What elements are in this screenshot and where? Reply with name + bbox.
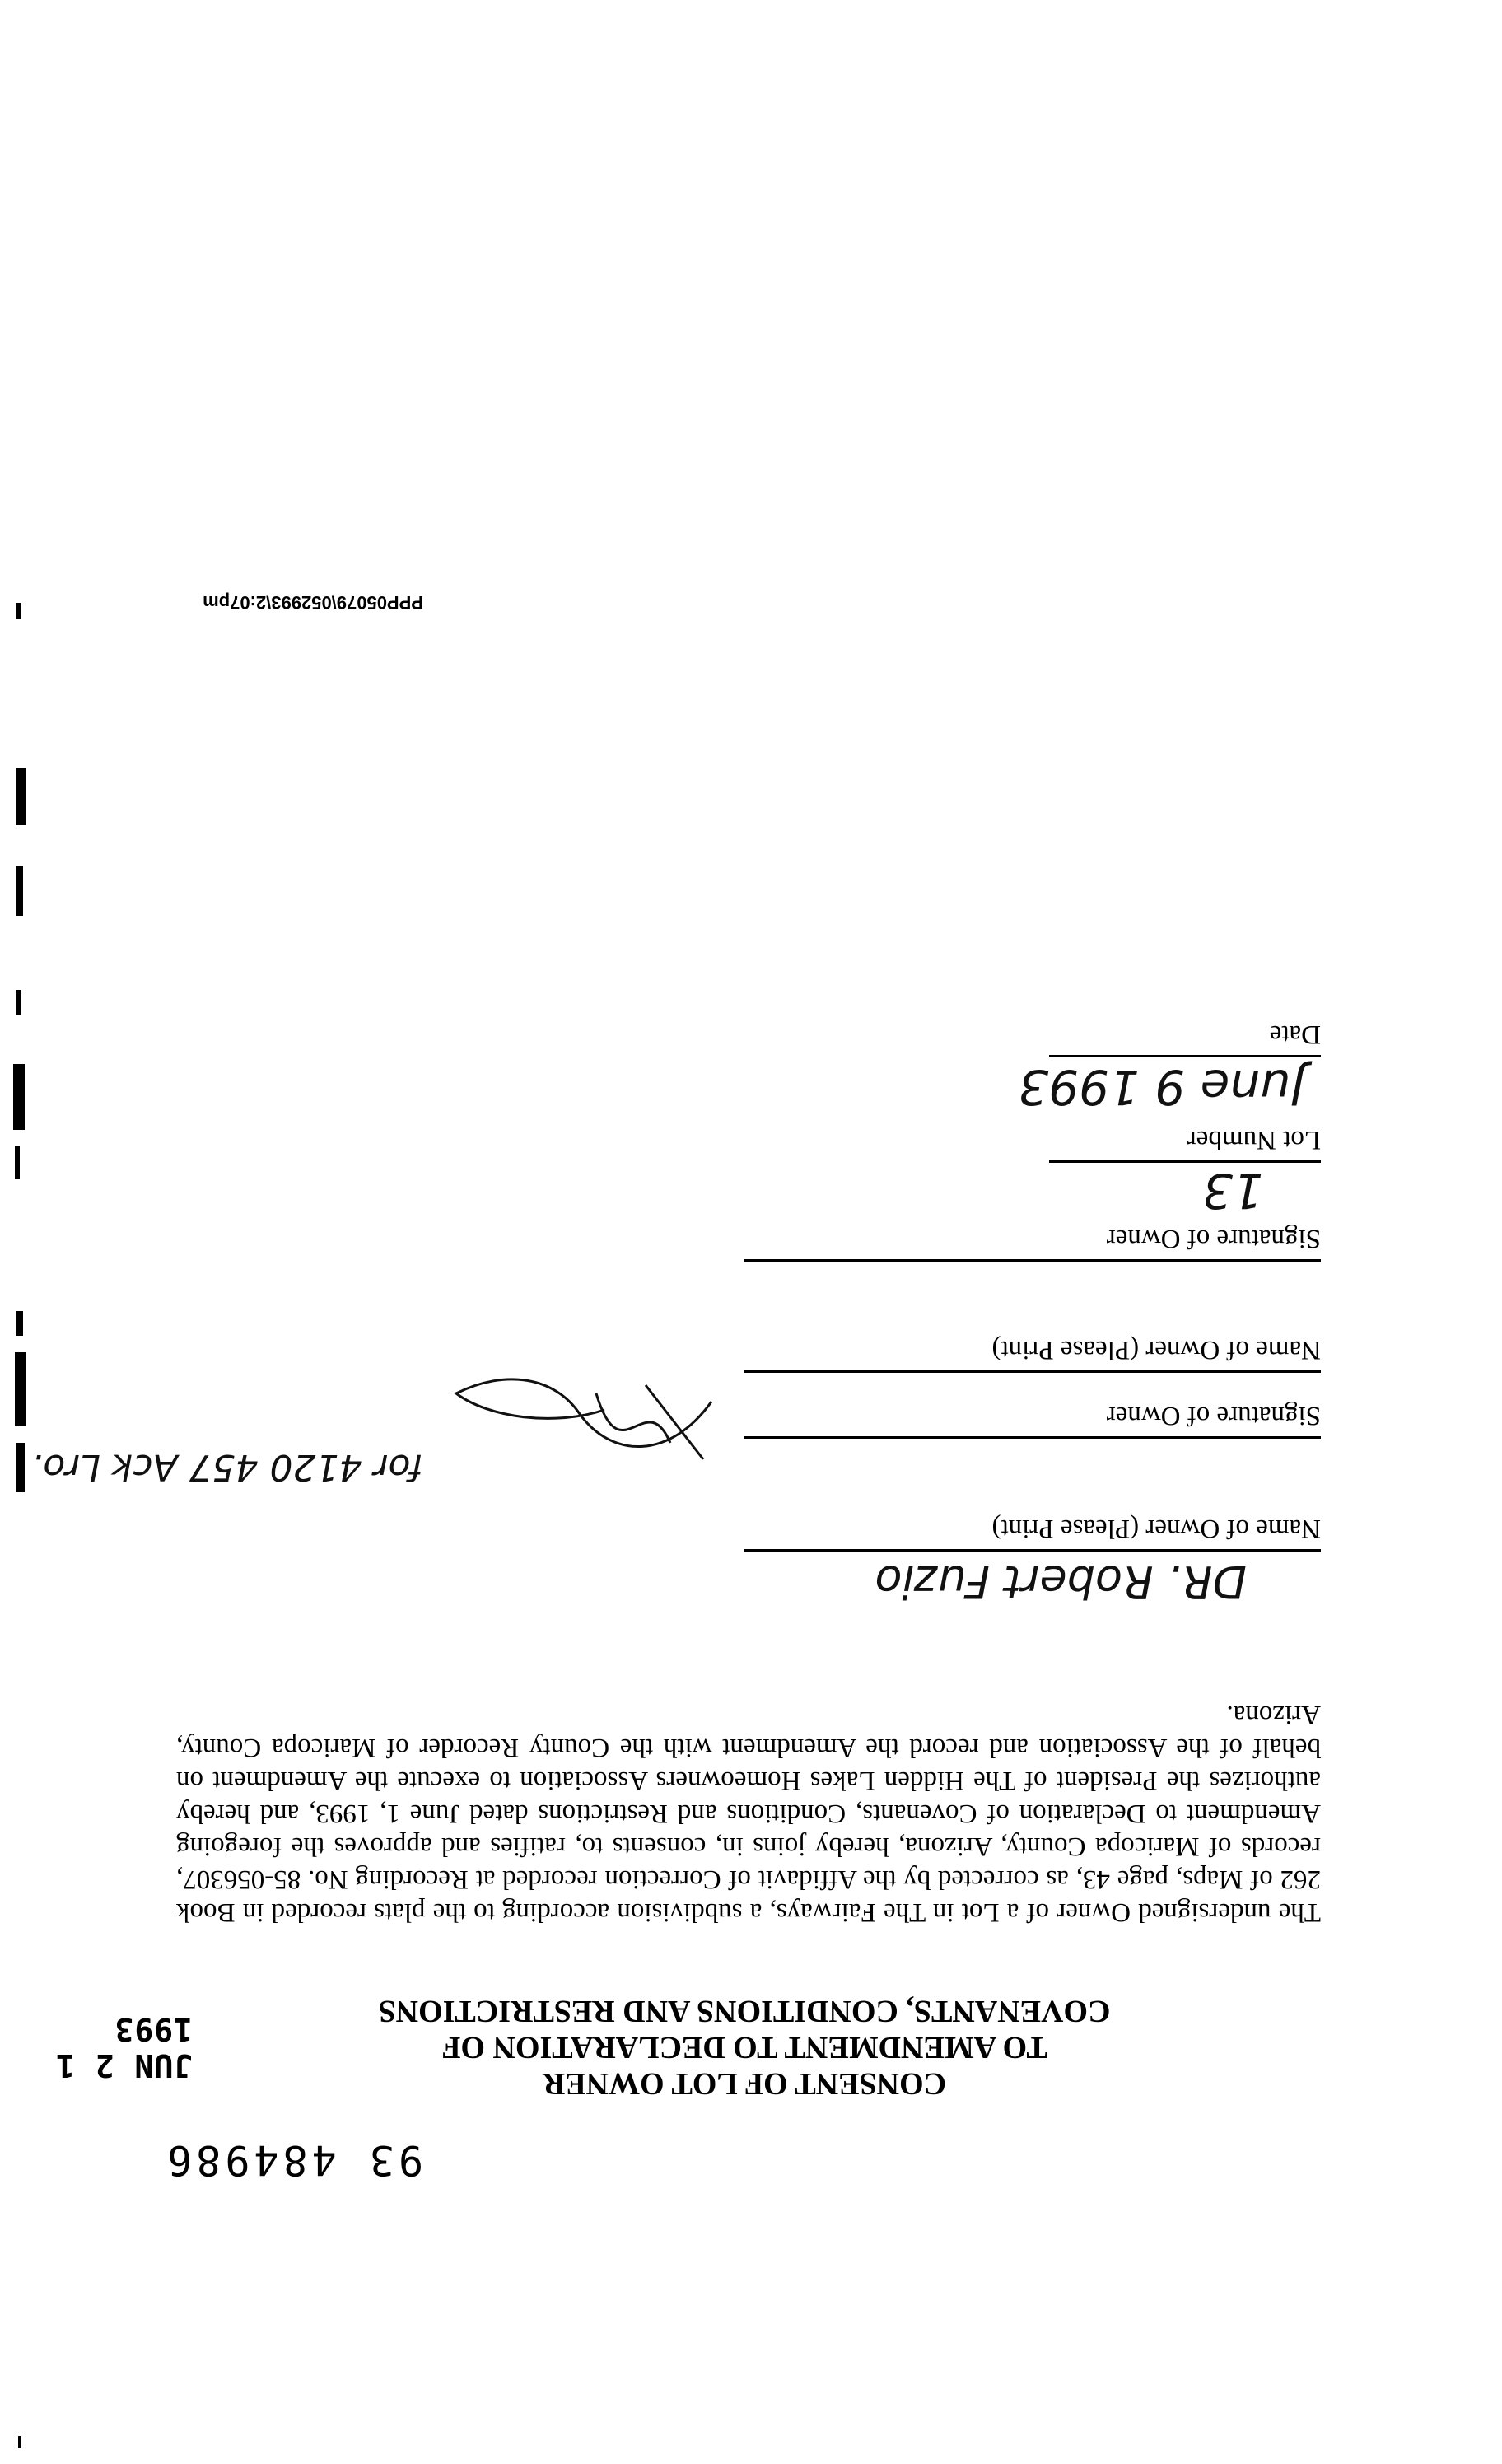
recording-number-stamp: 93 484986	[163, 2136, 423, 2184]
owner-name-line-1	[744, 1549, 1321, 1552]
signature-note-handwritten: for 4120 457 Ack Lro.	[31, 1446, 423, 1488]
owner-signature-line-2	[744, 1259, 1321, 1262]
owner-signature-label-2: Signature of Owner	[1106, 1224, 1321, 1253]
title-line-1: CONSENT OF LOT OWNER	[542, 2066, 947, 2101]
recorded-date-stamp: JUN 2 1 1993	[54, 2011, 193, 2084]
lot-number-handwritten: 13	[1202, 1163, 1263, 1219]
lot-number-line	[1049, 1160, 1321, 1163]
consent-paragraph: The undersigned Owner of a Lot in The Fairways, a subdivision according to the plats recorded in Book 262 of Maps, page 43, as corrected by the Affidavit of Correction recorded at Recording No. 85-056307, records of Maricopa County, Arizona, hereby joins in, consents to, ratifies and approves the foregoing Amendment to Declaration of Covenants, Conditions and Restrictions dated June 1, 1993, and hereby authorizes the President of The Hidden Lakes Homeowners Association to execute the Amendment on behalf of the Association and record the Amendment with the County Recorder of Maricopa County, Arizona.	[176, 1700, 1321, 1927]
owner-signature-line-1	[744, 1436, 1321, 1439]
scan-edge-noise	[0, 0, 28, 2464]
date-handwritten: June 9 1993	[1018, 1059, 1304, 1115]
owner-name-label-1: Name of Owner (Please Print)	[991, 1514, 1321, 1543]
title-line-3: COVENANTS, CONDITIONS AND RESTRICTIONS	[378, 1994, 1111, 2028]
owner-name-handwritten: DR. Robert Fuzio	[875, 1556, 1247, 1608]
owner-signature-scrawl	[440, 1369, 720, 1492]
owner-signature-label-1: Signature of Owner	[1106, 1401, 1321, 1430]
owner-name-label-2: Name of Owner (Please Print)	[991, 1335, 1321, 1365]
title-line-2: TO AMENDMENT TO DECLARATION OF	[441, 2030, 1047, 2065]
file-code: PPP05079\052993\2:07pm	[203, 592, 423, 613]
document-title	[259, 1993, 1230, 2102]
owner-name-line-2	[744, 1370, 1321, 1373]
date-line	[1049, 1055, 1321, 1057]
date-label: Date	[1269, 1020, 1321, 1049]
lot-number-label: Lot Number	[1187, 1125, 1321, 1155]
